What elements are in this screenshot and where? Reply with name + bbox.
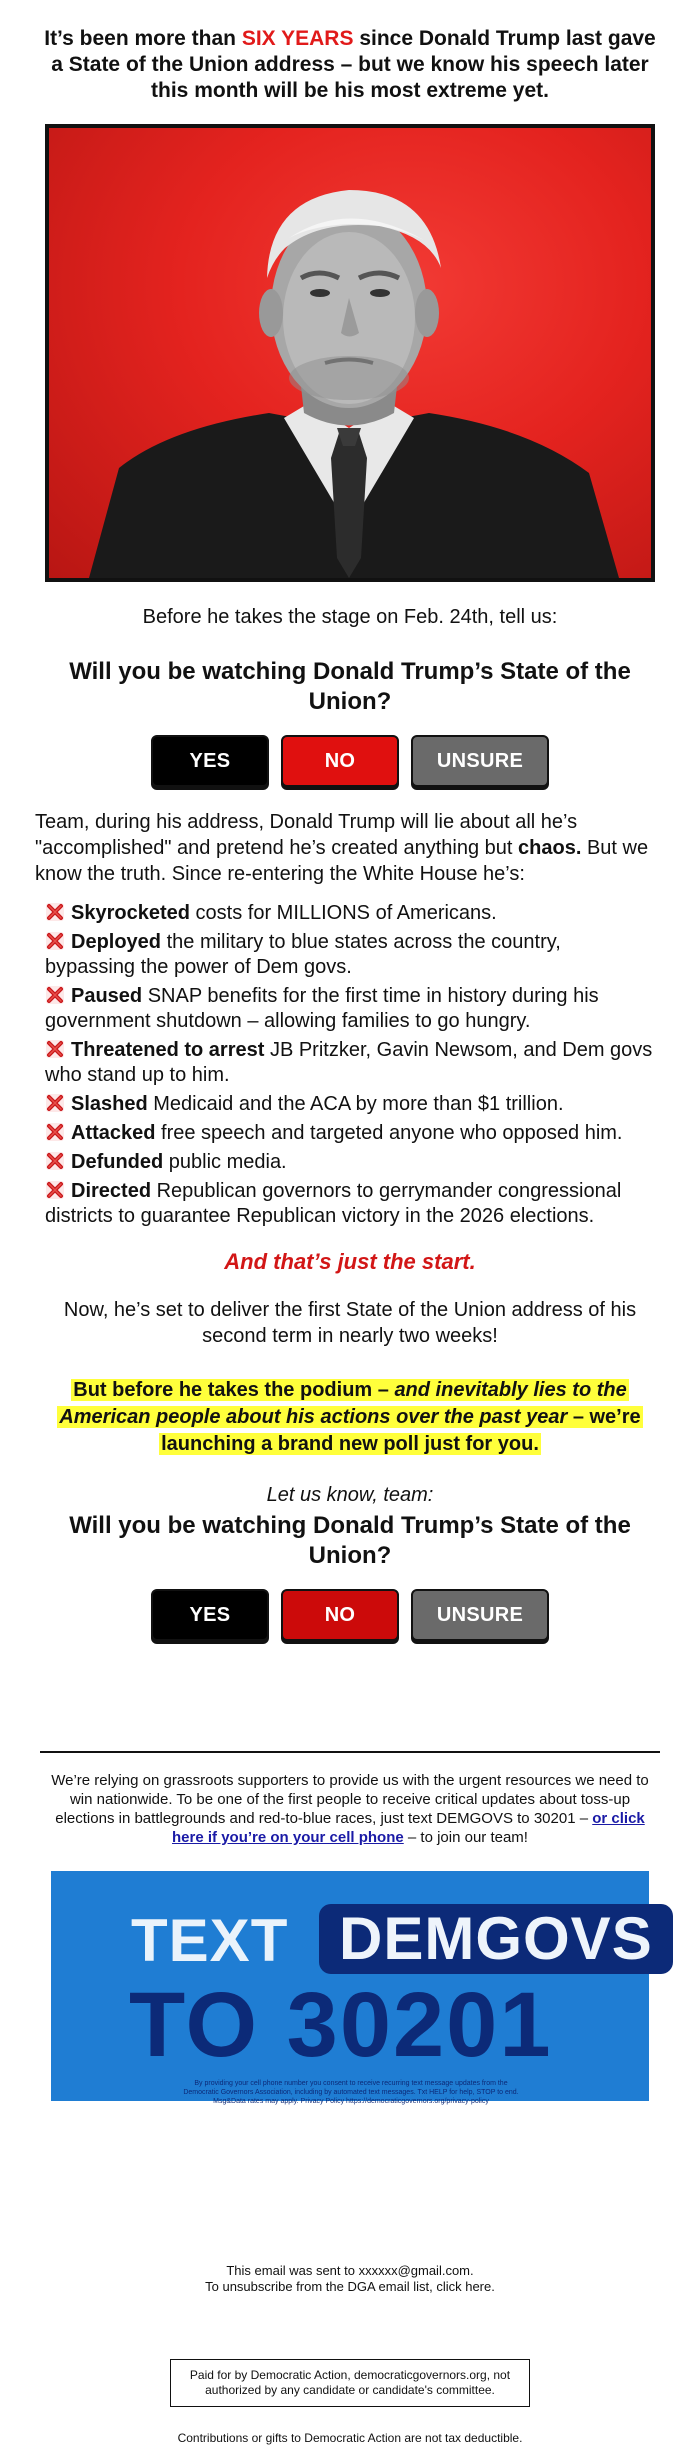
start-callout: And that’s just the start. xyxy=(224,1249,476,1274)
cross-mark-icon xyxy=(45,931,65,951)
list-item-text: Medicaid and the ACA by more than $1 trillion. xyxy=(147,1093,564,1115)
body-emphasis: chaos. xyxy=(518,837,582,859)
highlight-italic: and inevitably lies to the American people about his actions over the past year xyxy=(59,1379,627,1428)
list-item xyxy=(45,930,655,980)
intro-text-2: since Donald Trump last gave a State of the Union address – but we know his speech later this month will be his most extreme yet. xyxy=(51,27,656,102)
list-item-text: JB Pritzker, Gavin Newsom, and Dem govs who stand up to him. xyxy=(45,1039,653,1086)
list-item xyxy=(45,1179,655,1229)
divider xyxy=(40,1751,660,1753)
list-item xyxy=(45,901,655,926)
banner-fine-print: By providing your cell phone number you consent to receive recurring text message updates from the Democratic Governors Association, including by automated text messages. Txt HELP for help, STOP to end. Msg&Data rates may apply. Privacy Policy https://democraticgovernors.org/privacy-policy xyxy=(183,2080,519,2105)
list-item-bold: Deployed xyxy=(71,931,162,953)
grassroots-text-2: – to join our team! xyxy=(403,1829,528,1846)
list-item-bold: Defunded xyxy=(71,1151,164,1173)
list-item-bold: Skyrocketed xyxy=(71,902,190,924)
unsure-button[interactable]: UNSURE xyxy=(411,1589,549,1641)
cross-mark-icon xyxy=(45,1180,65,1200)
let-us-know: Let us know, team: xyxy=(266,1484,434,1506)
cell-phone-link[interactable]: or click here if you’re on your cell phone xyxy=(172,1810,645,1846)
hero-image[interactable] xyxy=(45,124,655,582)
paid-for-disclaimer: Paid for by Democratic Action, democraticgovernors.org, not authorized by any candidate or candidate's committee. xyxy=(170,2359,530,2407)
yes-button[interactable]: YES xyxy=(151,1589,269,1641)
list-item-bold: Slashed xyxy=(71,1093,148,1115)
list-item xyxy=(45,1092,655,1117)
list-item-text: costs for MILLIONS of Americans. xyxy=(189,902,497,924)
cross-mark-icon xyxy=(45,1093,65,1113)
sent-notice xyxy=(0,2263,700,2295)
list-item-text: Republican governors to gerrymander congressional districts to guarantee Republican victory in the 2026 elections. xyxy=(45,1180,622,1227)
list-item-bold: Threatened to arrest xyxy=(71,1039,265,1061)
highlight-text-2: – we’re launching a brand new poll just for you. xyxy=(161,1406,641,1455)
no-button[interactable]: NO xyxy=(281,1589,399,1641)
poll-question: Will you be watching Donald Trump’s State of the Union? xyxy=(69,658,631,715)
no-button[interactable]: NO xyxy=(281,735,399,787)
unsure-button[interactable]: UNSURE xyxy=(411,735,549,787)
banner-keyword: DEMGOVS xyxy=(319,1904,673,1974)
list-item-text: free speech and targeted anyone who opposed him. xyxy=(155,1122,623,1144)
body-text-2: But we know the truth. Since re-entering the White House he’s: xyxy=(35,837,649,885)
grassroots-paragraph xyxy=(40,1771,660,1847)
list-item xyxy=(45,1038,655,1088)
list-item xyxy=(45,1121,655,1146)
list-item-text: SNAP benefits for the first time in history during his government shutdown – allowing families to go hungry. xyxy=(45,985,599,1032)
grassroots-text-1: We’re relying on grassroots supporters to provide us with the urgent resources we need to win nationwide. To be one of the first people to receive critical updates about toss-up elections in battlegrounds and red-to-blue races, just text DEMGOVS to 30201 – xyxy=(51,1772,649,1827)
yes-button[interactable]: YES xyxy=(151,735,269,787)
cross-mark-icon xyxy=(45,1122,65,1142)
cross-mark-icon xyxy=(45,1039,65,1059)
list-item-bold: Paused xyxy=(71,985,143,1007)
list-item xyxy=(45,1150,655,1175)
banner-number: TO 30201 xyxy=(129,1974,553,2076)
highlight-text-1: But before he takes the podium – xyxy=(73,1379,395,1401)
intro-emphasis: SIX YEARS xyxy=(241,27,354,50)
poll-buttons xyxy=(0,735,700,787)
banner-text-word: TEXT xyxy=(131,1907,289,1974)
sent-to-line: This email was sent to xxxxxx@gmail.com. xyxy=(226,2263,474,2278)
highlight-callout xyxy=(45,1377,655,1458)
trump-portrait-illustration xyxy=(49,128,651,578)
list-item-bold: Attacked xyxy=(71,1122,156,1144)
poll-prompt: Before he takes the stage on Feb. 24th, tell us: xyxy=(142,606,558,628)
poll-question-repeat: Will you be watching Donald Trump’s State of the Union? xyxy=(69,1512,631,1569)
now-paragraph: Now, he’s set to deliver the first State of the Union address of his second term in nearly two weeks! xyxy=(63,1299,637,1347)
cross-mark-icon xyxy=(45,1151,65,1171)
cross-mark-icon xyxy=(45,985,65,1005)
list-item xyxy=(45,984,655,1034)
intro-headline xyxy=(40,0,660,104)
list-item-text: public media. xyxy=(163,1151,287,1173)
poll-buttons-repeat xyxy=(0,1589,700,1641)
cross-mark-icon xyxy=(45,902,65,922)
tax-disclaimer: Contributions or gifts to Democratic Action are not tax deductible. xyxy=(177,2431,523,2445)
body-text-1: Team, during his address, Donald Trump will lie about all he’s "accomplished" and pretend he’s created anything but xyxy=(35,811,578,859)
list-item-text: the military to blue states across the country, bypassing the power of Dem govs. xyxy=(45,931,561,978)
accomplishments-list xyxy=(45,901,655,1229)
text-demgovs-banner[interactable] xyxy=(51,1871,653,2105)
body-paragraph xyxy=(35,809,665,887)
unsubscribe-link[interactable]: To unsubscribe from the DGA email list, click here. xyxy=(205,2279,495,2294)
intro-text-1: It’s been more than xyxy=(44,27,242,50)
list-item-bold: Directed xyxy=(71,1180,152,1202)
